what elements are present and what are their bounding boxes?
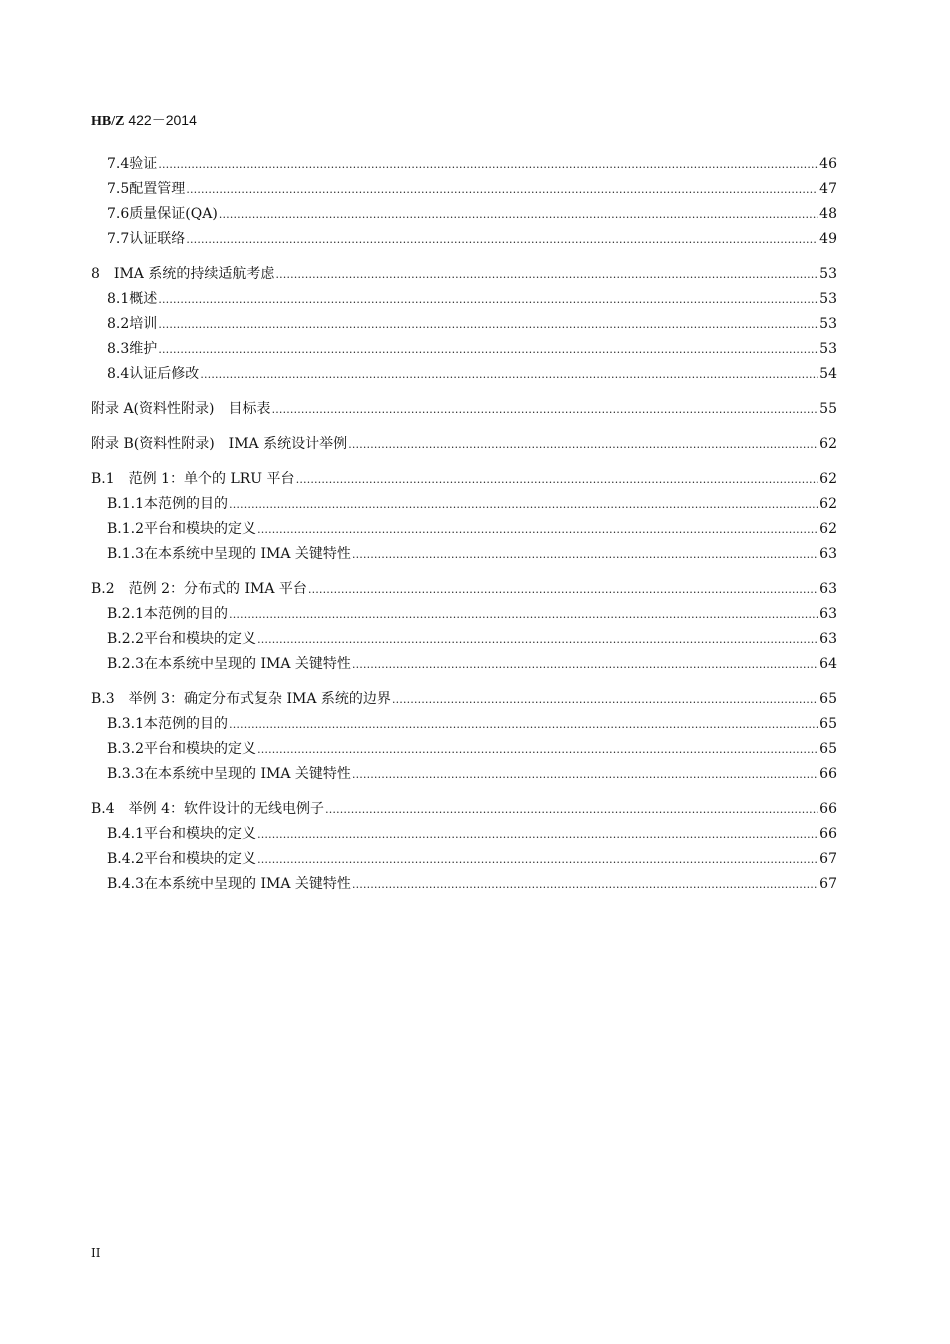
toc-entry[interactable]: [91, 262, 837, 287]
toc-entry[interactable]: [91, 287, 837, 312]
toc-entry[interactable]: [91, 517, 837, 542]
toc-entry-title: 举例 4：软件设计的无线电例子: [128, 801, 325, 817]
toc-entry-title: 平台和模块的定义: [144, 826, 257, 842]
toc-entry[interactable]: [91, 627, 837, 652]
toc-entry-number: B.4: [91, 801, 115, 817]
toc-entry-page: 62: [819, 496, 837, 512]
toc-entry-page: 67: [819, 876, 837, 892]
toc-leader-dots: [392, 687, 818, 712]
toc-entry-title: 在本系统中呈现的 IMA 关键特性: [144, 546, 351, 562]
toc-entry-number: B.3: [91, 691, 115, 707]
toc-entry-title: 平台和模块的定义: [144, 631, 257, 647]
toc-leader-dots: [257, 847, 818, 872]
toc-entry-page: 64: [819, 656, 837, 672]
toc-entry-title: 举例 3：确定分布式复杂 IMA 系统的边界: [128, 691, 391, 707]
toc-entry-page: 66: [819, 826, 837, 842]
toc-leader-dots: [352, 652, 818, 677]
toc-entry-number: 8.1: [107, 291, 130, 307]
toc-entry[interactable]: [91, 467, 837, 492]
toc-entry[interactable]: [91, 227, 837, 252]
toc-entry-page: 48: [819, 206, 837, 222]
toc-entry-page: 62: [819, 471, 837, 487]
toc-entry-page: 66: [819, 801, 837, 817]
toc-entry-number: B.4.2: [107, 851, 145, 867]
toc-entry-number: 7.6: [107, 206, 130, 222]
toc-entry-title: 在本系统中呈现的 IMA 关键特性: [144, 656, 351, 672]
toc-leader-dots: [229, 602, 818, 627]
toc-entry-page: 65: [819, 716, 837, 732]
toc-entry-number: B.2: [91, 581, 115, 597]
toc-entry-number: B.1.3: [107, 546, 145, 562]
toc-leader-dots: [352, 872, 818, 897]
toc-entry-page: 53: [819, 316, 837, 332]
toc-leader-dots: [186, 177, 818, 202]
toc-entry-page: 53: [819, 291, 837, 307]
toc-entry-number: 附录 A(资料性附录): [91, 401, 215, 417]
toc-entry-title: 范例 2：分布式的 IMA 平台: [128, 581, 307, 597]
toc-leader-dots: [325, 797, 818, 822]
toc-leader-dots: [158, 287, 818, 312]
toc-entry-title: 概述: [129, 291, 158, 307]
toc-entry-number: B.4.1: [107, 826, 145, 842]
toc-entry-page: 62: [819, 521, 837, 537]
toc-entry[interactable]: [91, 822, 837, 847]
toc-entry-page: 49: [819, 231, 837, 247]
toc-entry[interactable]: [91, 202, 837, 227]
toc-entry[interactable]: [91, 602, 837, 627]
toc-entry[interactable]: [91, 762, 837, 787]
toc-entry[interactable]: [91, 847, 837, 872]
toc-entry-title: 范例 1：单个的 LRU 平台: [128, 471, 295, 487]
page-number-footer: II: [91, 1246, 101, 1260]
toc-entry-title: 质量保证(QA): [129, 206, 218, 222]
toc-entry-title: 培训: [129, 316, 158, 332]
toc-entry-page: 67: [819, 851, 837, 867]
toc-leader-dots: [348, 432, 818, 457]
toc-leader-dots: [257, 517, 818, 542]
toc-entry-number: B.3.2: [107, 741, 145, 757]
toc-entry-number: 8.2: [107, 316, 130, 332]
toc-entry-title: 平台和模块的定义: [144, 851, 257, 867]
toc-leader-dots: [257, 737, 818, 762]
toc-entry[interactable]: [91, 312, 837, 337]
toc-entry-number: 7.5: [107, 181, 130, 197]
toc-entry-page: 55: [819, 401, 837, 417]
toc-leader-dots: [257, 627, 818, 652]
toc-leader-dots: [229, 492, 818, 517]
toc-entry-number: B.4.3: [107, 876, 145, 892]
toc-entry-title: 平台和模块的定义: [144, 741, 257, 757]
toc-entry[interactable]: [91, 542, 837, 567]
toc-leader-dots: [352, 762, 818, 787]
toc-entry-number: 8.4: [107, 366, 130, 382]
toc-entry-number: B.2.1: [107, 606, 145, 622]
toc-entry-page: 54: [819, 366, 837, 382]
toc-leader-dots: [219, 202, 818, 227]
toc-entry-title: 配置管理: [129, 181, 186, 197]
table-of-contents: [91, 152, 837, 897]
document-code-prefix: HB/Z: [91, 114, 125, 129]
toc-entry[interactable]: [91, 797, 837, 822]
toc-entry-number: B.1.2: [107, 521, 145, 537]
toc-entry-number: B.2.2: [107, 631, 145, 647]
toc-entry-number: 7.4: [107, 156, 130, 172]
toc-entry-title: 在本系统中呈现的 IMA 关键特性: [144, 766, 351, 782]
toc-entry-page: 66: [819, 766, 837, 782]
toc-entry[interactable]: [91, 712, 837, 737]
toc-entry-title: IMA 系统设计举例: [228, 436, 348, 452]
toc-leader-dots: [158, 152, 818, 177]
toc-entry-page: 47: [819, 181, 837, 197]
toc-leader-dots: [308, 577, 818, 602]
toc-leader-dots: [158, 312, 818, 337]
toc-entry-title: 认证后修改: [129, 366, 200, 382]
toc-entry-title: 本范例的目的: [144, 716, 229, 732]
toc-entry-title: 维护: [129, 341, 158, 357]
toc-entry-number: B.3.1: [107, 716, 145, 732]
toc-entry-page: 65: [819, 741, 837, 757]
document-code-number: 422－2014: [124, 112, 197, 128]
toc-entry-title: 平台和模块的定义: [144, 521, 257, 537]
toc-entry-title: 认证联络: [129, 231, 186, 247]
toc-leader-dots: [186, 227, 818, 252]
toc-entry-page: 63: [819, 606, 837, 622]
toc-entry[interactable]: [91, 177, 837, 202]
toc-entry-title: 本范例的目的: [144, 496, 229, 512]
toc-entry[interactable]: [91, 362, 837, 387]
toc-entry-title: 本范例的目的: [144, 606, 229, 622]
toc-entry[interactable]: [91, 872, 837, 897]
toc-entry[interactable]: [91, 397, 837, 422]
toc-leader-dots: [229, 712, 818, 737]
toc-entry-number: B.3.3: [107, 766, 145, 782]
toc-leader-dots: [352, 542, 818, 567]
toc-entry-page: 62: [819, 436, 837, 452]
toc-entry-number: 附录 B(资料性附录): [91, 436, 215, 452]
toc-leader-dots: [296, 467, 819, 492]
toc-leader-dots: [158, 337, 818, 362]
toc-entry-title: 验证: [129, 156, 158, 172]
toc-entry-page: 46: [819, 156, 837, 172]
toc-entry-number: 8.3: [107, 341, 130, 357]
toc-entry-page: 53: [819, 341, 837, 357]
toc-entry-number: 8: [91, 266, 100, 282]
toc-entry[interactable]: [91, 337, 837, 362]
toc-entry-title: 在本系统中呈现的 IMA 关键特性: [144, 876, 351, 892]
toc-leader-dots: [275, 262, 818, 287]
toc-entry-page: 63: [819, 631, 837, 647]
toc-leader-dots: [271, 397, 818, 422]
toc-entry-page: 63: [819, 546, 837, 562]
toc-entry-title: 目标表: [228, 401, 271, 417]
document-code: [91, 110, 197, 130]
toc-leader-dots: [257, 822, 818, 847]
toc-leader-dots: [200, 362, 818, 387]
toc-entry[interactable]: [91, 687, 837, 712]
toc-entry[interactable]: [91, 152, 837, 177]
toc-entry-number: B.1: [91, 471, 115, 487]
toc-entry-page: 65: [819, 691, 837, 707]
toc-entry[interactable]: [91, 737, 837, 762]
toc-entry-page: 63: [819, 581, 837, 597]
toc-entry[interactable]: [91, 492, 837, 517]
toc-entry[interactable]: [91, 432, 837, 457]
toc-entry-title: IMA 系统的持续适航考虑: [113, 266, 275, 282]
toc-entry-number: B.1.1: [107, 496, 145, 512]
toc-entry-page: 53: [819, 266, 837, 282]
toc-entry-number: 7.7: [107, 231, 130, 247]
toc-entry[interactable]: [91, 577, 837, 602]
toc-entry-number: B.2.3: [107, 656, 145, 672]
toc-entry[interactable]: [91, 652, 837, 677]
